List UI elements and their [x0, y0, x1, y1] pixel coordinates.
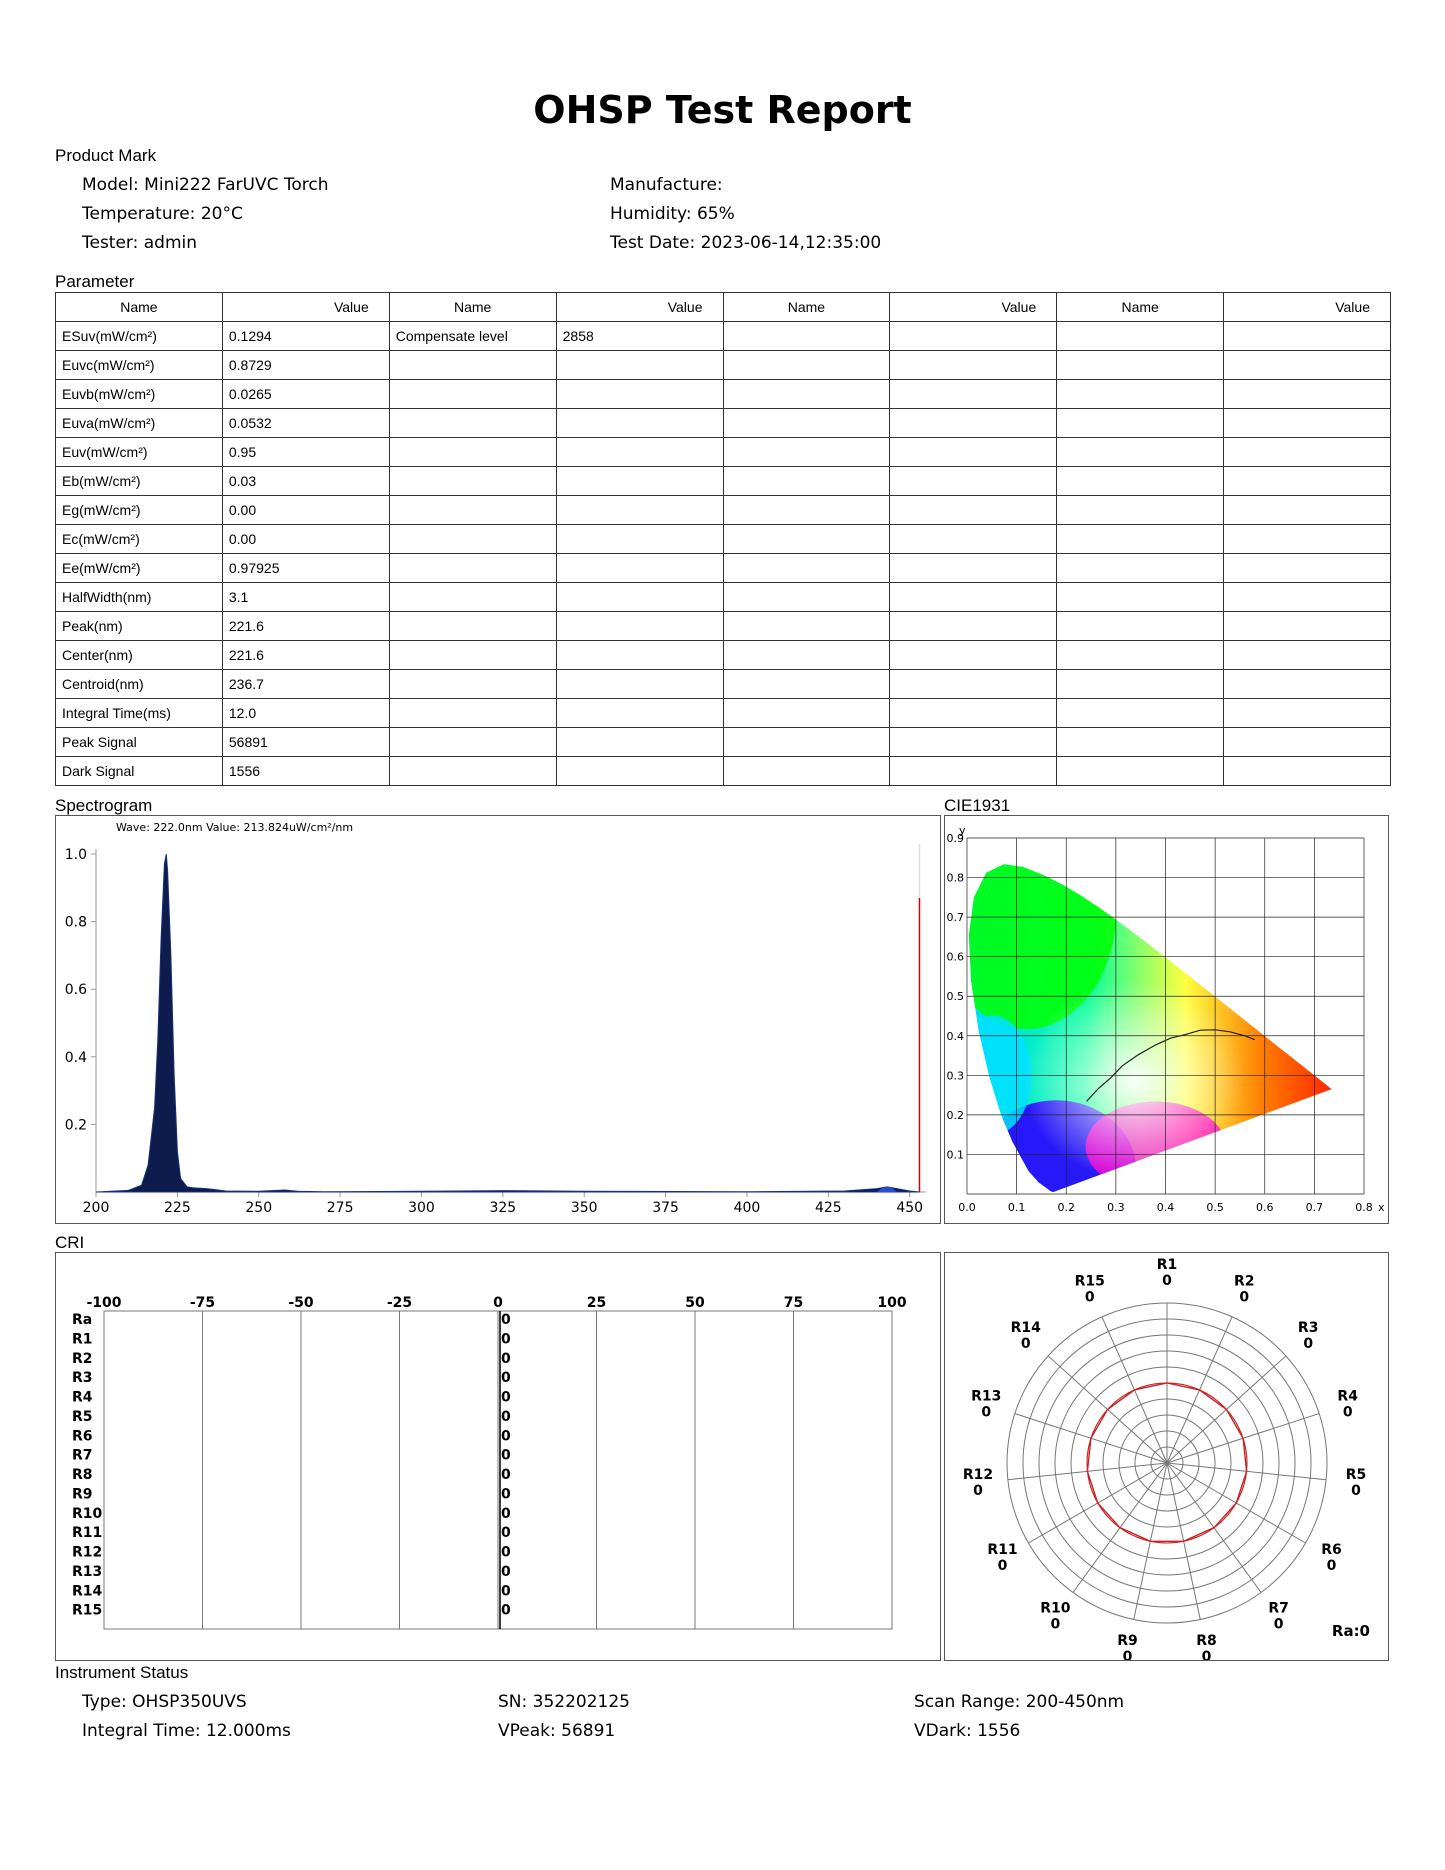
table-cell: [389, 351, 556, 380]
table-cell: Ee(mW/cm²): [56, 554, 223, 583]
polar-axis-value: 0: [1342, 1404, 1353, 1421]
table-cell: Center(nm): [56, 641, 223, 670]
cie-x-tick: 0.2: [1057, 1201, 1075, 1214]
cri-value-label: 0: [501, 1428, 511, 1445]
table-cell: [723, 757, 890, 786]
test-date-field: Test Date: 2023-06-14,12:35:00: [610, 233, 882, 253]
table-cell: [389, 699, 556, 728]
cri-value-label: 0: [501, 1544, 511, 1561]
polar-axis-label: R13: [971, 1388, 1002, 1405]
x-tick-label: 325: [489, 1200, 517, 1216]
y-tick-label: 1.0: [64, 847, 87, 863]
table-cell: [1057, 467, 1224, 496]
table-cell: 2858: [556, 322, 723, 351]
cie-heading: CIE1931: [944, 796, 1011, 815]
table-cell: [556, 554, 723, 583]
product-mark-heading: Product Mark: [55, 146, 157, 165]
cie-y-tick: 0.9: [946, 832, 964, 845]
cri-category-label: R4: [72, 1389, 93, 1406]
cri-category-label: R13: [72, 1563, 103, 1580]
cie-gamut: [945, 816, 1364, 1223]
table-cell: [1057, 322, 1224, 351]
table-cell: [1224, 612, 1391, 641]
table-cell: [1224, 322, 1391, 351]
table-cell: [556, 351, 723, 380]
table-cell: 12.0: [222, 699, 389, 728]
table-cell: [1057, 554, 1224, 583]
table-cell: Euvc(mW/cm²): [56, 351, 223, 380]
cie-y-tick: 0.2: [946, 1108, 964, 1122]
table-cell: 56891: [222, 728, 389, 757]
table-cell: Ec(mW/cm²): [56, 525, 223, 554]
cie-y-tick: 0.4: [946, 1029, 964, 1043]
cie-x-tick: 0.6: [1256, 1201, 1274, 1214]
humidity-field: Humidity: 65%: [610, 204, 735, 224]
polar-axis-label: R5: [1345, 1466, 1367, 1483]
table-cell: [723, 409, 890, 438]
table-cell: Peak(nm): [56, 612, 223, 641]
column-header-value: Value: [1224, 293, 1391, 322]
instrument-integral-time: Integral Time: 12.000ms: [82, 1721, 291, 1741]
cri-value-label: 0: [501, 1486, 511, 1503]
table-row: [56, 467, 1391, 496]
spectrogram-chart: [56, 816, 940, 1223]
parameter-heading: Parameter: [55, 272, 135, 291]
table-row: [56, 583, 1391, 612]
cri-x-tick: -100: [86, 1295, 122, 1311]
column-header-name: Name: [723, 293, 890, 322]
table-cell: [556, 467, 723, 496]
table-cell: [723, 467, 890, 496]
column-header-name: Name: [389, 293, 556, 322]
cri-bar-panel: [55, 1252, 941, 1661]
polar-axis-label: R9: [1117, 1632, 1138, 1649]
polar-axis-value: 0: [1122, 1648, 1133, 1660]
table-row: [56, 380, 1391, 409]
table-cell: 236.7: [222, 670, 389, 699]
table-cell: [389, 496, 556, 525]
table-cell: [1224, 496, 1391, 525]
polar-axis-value: 0: [1303, 1335, 1314, 1352]
cie-y-tick: 0.8: [946, 871, 964, 885]
table-cell: [723, 554, 890, 583]
table-cell: [890, 351, 1057, 380]
polar-axis-label: R15: [1074, 1273, 1105, 1290]
column-header-value: Value: [222, 293, 389, 322]
cri-x-tick: -75: [189, 1295, 216, 1311]
cri-x-tick: -50: [288, 1295, 314, 1311]
table-cell: [389, 409, 556, 438]
table-cell: [1224, 583, 1391, 612]
table-cell: [890, 612, 1057, 641]
cri-value-label: 0: [501, 1563, 511, 1580]
table-row: [56, 409, 1391, 438]
y-tick-label: 0.8: [64, 914, 87, 931]
cie-y-tick: 0.5: [946, 990, 964, 1004]
table-cell: [1224, 670, 1391, 699]
table-cell: [556, 409, 723, 438]
x-tick-label: 375: [652, 1200, 679, 1216]
table-cell: [723, 641, 890, 670]
table-cell: Centroid(nm): [56, 670, 223, 699]
polar-axis-label: R4: [1337, 1388, 1358, 1405]
table-cell: [723, 496, 890, 525]
table-cell: [890, 438, 1057, 467]
table-row: [56, 670, 1391, 699]
table-cell: [890, 525, 1057, 554]
table-cell: [556, 699, 723, 728]
table-cell: [723, 699, 890, 728]
table-cell: [389, 728, 556, 757]
cie-x-tick: 0.7: [1305, 1201, 1324, 1214]
cri-value-label: 0: [501, 1525, 511, 1542]
table-cell: [890, 496, 1057, 525]
cri-category-label: Ra: [72, 1312, 93, 1328]
table-cell: [556, 583, 723, 612]
table-cell: [1224, 409, 1391, 438]
cie-chart: [945, 816, 1388, 1223]
cie-y-tick: 0.6: [946, 950, 964, 964]
polar-axis-value: 0: [1326, 1558, 1337, 1574]
table-cell: [1057, 496, 1224, 525]
table-cell: 1556: [222, 757, 389, 786]
table-cell: [723, 728, 890, 757]
table-cell: [389, 438, 556, 467]
cri-value-label: 0: [501, 1602, 511, 1619]
table-cell: [556, 380, 723, 409]
table-row: [56, 612, 1391, 641]
table-cell: [1057, 351, 1224, 380]
x-tick-label: 300: [408, 1200, 435, 1216]
polar-axis-label: R1: [1156, 1257, 1178, 1273]
table-cell: [890, 670, 1057, 699]
table-cell: [1224, 728, 1391, 757]
instrument-vdark: VDark: 1556: [914, 1721, 1021, 1741]
cri-category-label: R5: [72, 1408, 93, 1425]
cri-value-label: 0: [501, 1389, 511, 1406]
x-tick-label: 450: [896, 1200, 924, 1216]
spectrogram-heading: Spectrogram: [55, 796, 153, 815]
table-cell: [1224, 554, 1391, 583]
table-cell: 0.0532: [222, 409, 389, 438]
table-cell: [723, 351, 890, 380]
table-cell: [723, 670, 890, 699]
table-row: [56, 322, 1391, 351]
polar-axis-label: R6: [1321, 1542, 1342, 1558]
parameter-table: [55, 292, 1391, 786]
table-cell: [1057, 583, 1224, 612]
cri-category-label: R12: [72, 1544, 103, 1561]
cie-x-tick: 0.0: [958, 1201, 976, 1214]
table-cell: [890, 322, 1057, 351]
table-cell: [556, 438, 723, 467]
cri-category-label: R1: [72, 1331, 93, 1348]
cie-x-tick: 0.5: [1206, 1201, 1224, 1214]
cri-value-label: 0: [501, 1312, 511, 1328]
table-cell: [1057, 409, 1224, 438]
cri-x-tick: 25: [586, 1295, 607, 1311]
polar-axis-value: 0: [1084, 1289, 1095, 1306]
table-cell: [890, 409, 1057, 438]
polar-axis-label: R7: [1268, 1600, 1289, 1617]
cie-x-tick: 0.1: [1007, 1201, 1026, 1214]
cri-category-label: R8: [72, 1467, 93, 1483]
table-cell: [890, 757, 1057, 786]
cie-x-tick: 0.8: [1355, 1201, 1373, 1214]
table-cell: Eb(mW/cm²): [56, 467, 223, 496]
cri-category-label: R2: [72, 1350, 93, 1367]
polar-axis-label: R14: [1010, 1319, 1041, 1336]
cri-x-tick: 0: [493, 1295, 503, 1311]
table-cell: 0.00: [222, 525, 389, 554]
table-cell: [1057, 670, 1224, 699]
table-cell: [1224, 757, 1391, 786]
polar-axis-value: 0: [1050, 1616, 1061, 1633]
cri-category-label: R10: [72, 1505, 103, 1522]
table-cell: [723, 380, 890, 409]
ra-label: Ra:0: [1331, 1622, 1370, 1640]
table-cell: [556, 641, 723, 670]
cie-y-tick: 0.1: [946, 1148, 964, 1162]
table-cell: [389, 612, 556, 641]
polar-axis-value: 0: [1273, 1616, 1284, 1633]
table-cell: [389, 641, 556, 670]
table-cell: Dark Signal: [56, 757, 223, 786]
table-cell: [890, 583, 1057, 612]
table-cell: [890, 554, 1057, 583]
cri-category-label: R6: [72, 1428, 93, 1445]
table-cell: 0.1294: [222, 322, 389, 351]
polar-axis-value: 0: [1020, 1335, 1031, 1352]
cri-polar-chart: [945, 1253, 1388, 1660]
cie-panel: [944, 815, 1389, 1224]
x-tick-label: 275: [326, 1200, 354, 1216]
polar-axis-label: R11: [987, 1542, 1018, 1558]
cie-y-axis-label: y: [959, 824, 966, 837]
table-cell: [556, 757, 723, 786]
table-cell: [890, 728, 1057, 757]
model-field: Model: Mini222 FarUVC Torch: [82, 175, 329, 195]
instrument-heading: Instrument Status: [55, 1663, 189, 1682]
table-cell: 0.95: [222, 438, 389, 467]
cri-bar-chart: [56, 1253, 940, 1660]
x-tick-label: 200: [82, 1200, 110, 1216]
cie-x-tick: 0.3: [1107, 1201, 1125, 1214]
cie-y-tick: 0.3: [946, 1069, 964, 1083]
cri-value-label: 0: [501, 1467, 511, 1483]
polar-axis-value: 0: [997, 1558, 1008, 1574]
table-cell: Euva(mW/cm²): [56, 409, 223, 438]
column-header-name: Name: [1057, 293, 1224, 322]
table-cell: [890, 641, 1057, 670]
table-cell: Compensate level: [389, 322, 556, 351]
polar-axis-label: R10: [1040, 1600, 1071, 1617]
instrument-type: Type: OHSP350UVS: [82, 1692, 247, 1712]
table-cell: [556, 612, 723, 641]
column-header-name: Name: [56, 293, 223, 322]
polar-axis-label: R2: [1234, 1273, 1255, 1290]
table-cell: [1224, 467, 1391, 496]
table-cell: [1224, 699, 1391, 728]
table-cell: [556, 670, 723, 699]
polar-axis-value: 0: [981, 1404, 992, 1421]
polar-axis-value: 0: [1201, 1648, 1212, 1660]
table-cell: [890, 699, 1057, 728]
table-cell: ESuv(mW/cm²): [56, 322, 223, 351]
table-cell: [556, 728, 723, 757]
table-cell: [1224, 380, 1391, 409]
cri-category-label: R9: [72, 1486, 93, 1503]
table-cell: 0.8729: [222, 351, 389, 380]
report-title: OHSP Test Report: [533, 88, 912, 132]
table-cell: [723, 322, 890, 351]
cri-value-label: 0: [501, 1408, 511, 1425]
x-tick-label: 350: [570, 1200, 598, 1216]
table-cell: [556, 496, 723, 525]
cri-value-label: 0: [501, 1350, 511, 1367]
table-cell: [1057, 728, 1224, 757]
x-tick-label: 225: [164, 1200, 191, 1216]
table-cell: [723, 583, 890, 612]
table-cell: [1224, 525, 1391, 554]
cie-y-tick: 0.7: [946, 911, 964, 925]
instrument-sn: SN: 352202125: [498, 1692, 630, 1712]
cri-value-label: 0: [501, 1331, 511, 1348]
temperature-field: Temperature: 20°C: [82, 204, 243, 224]
instrument-vpeak: VPeak: 56891: [498, 1721, 616, 1741]
polar-axis-value: 0: [973, 1482, 983, 1499]
table-row: [56, 728, 1391, 757]
table-cell: [1057, 380, 1224, 409]
table-row: [56, 641, 1391, 670]
y-tick-label: 0.4: [64, 1049, 87, 1066]
table-cell: [890, 467, 1057, 496]
x-tick-label: 425: [814, 1200, 842, 1216]
y-tick-label: 0.2: [64, 1117, 87, 1134]
table-cell: [1057, 641, 1224, 670]
polar-axis-value: 0: [1351, 1482, 1361, 1499]
table-cell: Euvb(mW/cm²): [56, 380, 223, 409]
table-cell: [890, 380, 1057, 409]
x-tick-label: 400: [733, 1200, 761, 1216]
y-tick-label: 0.6: [64, 982, 87, 999]
cri-category-label: R15: [72, 1602, 103, 1619]
cie-x-tick: 0.4: [1156, 1201, 1175, 1214]
table-cell: 0.0265: [222, 380, 389, 409]
polar-axis-label: R3: [1297, 1319, 1319, 1336]
parameter-header-row: [56, 293, 1391, 322]
table-cell: [1057, 525, 1224, 554]
table-cell: [556, 525, 723, 554]
cri-value-label: 0: [501, 1370, 511, 1387]
table-cell: [1057, 757, 1224, 786]
manufacture-field: Manufacture:: [610, 175, 723, 195]
table-cell: [389, 380, 556, 409]
table-row: [56, 757, 1391, 786]
table-cell: [389, 757, 556, 786]
table-cell: Integral Time(ms): [56, 699, 223, 728]
table-cell: [389, 525, 556, 554]
table-cell: [1224, 438, 1391, 467]
table-cell: HalfWidth(nm): [56, 583, 223, 612]
tester-field: Tester: admin: [82, 233, 198, 253]
cri-x-tick: 50: [685, 1295, 705, 1311]
table-cell: [389, 467, 556, 496]
table-cell: Euv(mW/cm²): [56, 438, 223, 467]
table-cell: [389, 554, 556, 583]
polar-axis-label: R8: [1196, 1632, 1217, 1649]
column-header-value: Value: [556, 293, 723, 322]
table-cell: 3.1: [222, 583, 389, 612]
spectrogram-panel: [55, 815, 941, 1224]
cri-value-label: 0: [501, 1583, 511, 1600]
cri-x-tick: -25: [386, 1295, 413, 1311]
table-cell: [1057, 438, 1224, 467]
table-cell: 0.03: [222, 467, 389, 496]
column-header-value: Value: [890, 293, 1057, 322]
table-cell: [1224, 641, 1391, 670]
cri-polar-panel: [944, 1252, 1389, 1661]
table-row: [56, 699, 1391, 728]
spectrogram-wave-label: Wave: 222.0nm Value: 213.824uW/cm²/nm: [116, 821, 354, 834]
table-cell: [1057, 612, 1224, 641]
table-row: [56, 554, 1391, 583]
cri-value-label: 0: [501, 1447, 511, 1464]
cri-category-label: R14: [72, 1583, 103, 1600]
polar-axis-value: 0: [1239, 1289, 1250, 1306]
table-cell: Eg(mW/cm²): [56, 496, 223, 525]
table-cell: [723, 438, 890, 467]
table-cell: [1057, 699, 1224, 728]
cri-category-label: R11: [72, 1525, 103, 1542]
table-row: [56, 525, 1391, 554]
table-cell: 0.97925: [222, 554, 389, 583]
cri-x-tick: 75: [783, 1295, 804, 1311]
table-cell: [389, 670, 556, 699]
table-cell: 0.00: [222, 496, 389, 525]
table-cell: [1224, 351, 1391, 380]
spectrum-series: [96, 854, 920, 1192]
table-row: [56, 496, 1391, 525]
cri-value-label: 0: [501, 1505, 511, 1522]
instrument-scan-range: Scan Range: 200-450nm: [914, 1692, 1125, 1712]
polar-axis-label: R12: [962, 1466, 994, 1483]
table-cell: 221.6: [222, 641, 389, 670]
polar-axis-value: 0: [1162, 1273, 1172, 1289]
table-cell: 221.6: [222, 612, 389, 641]
cri-heading: CRI: [55, 1233, 85, 1252]
table-cell: [723, 612, 890, 641]
cie-x-axis-label: x: [1378, 1201, 1385, 1214]
cri-category-label: R3: [72, 1370, 93, 1387]
x-tick-label: 250: [245, 1200, 273, 1216]
cri-x-tick: 100: [877, 1295, 907, 1311]
table-row: [56, 438, 1391, 467]
table-row: [56, 351, 1391, 380]
table-cell: [723, 525, 890, 554]
table-cell: [389, 583, 556, 612]
cri-category-label: R7: [72, 1447, 93, 1464]
table-cell: Peak Signal: [56, 728, 223, 757]
